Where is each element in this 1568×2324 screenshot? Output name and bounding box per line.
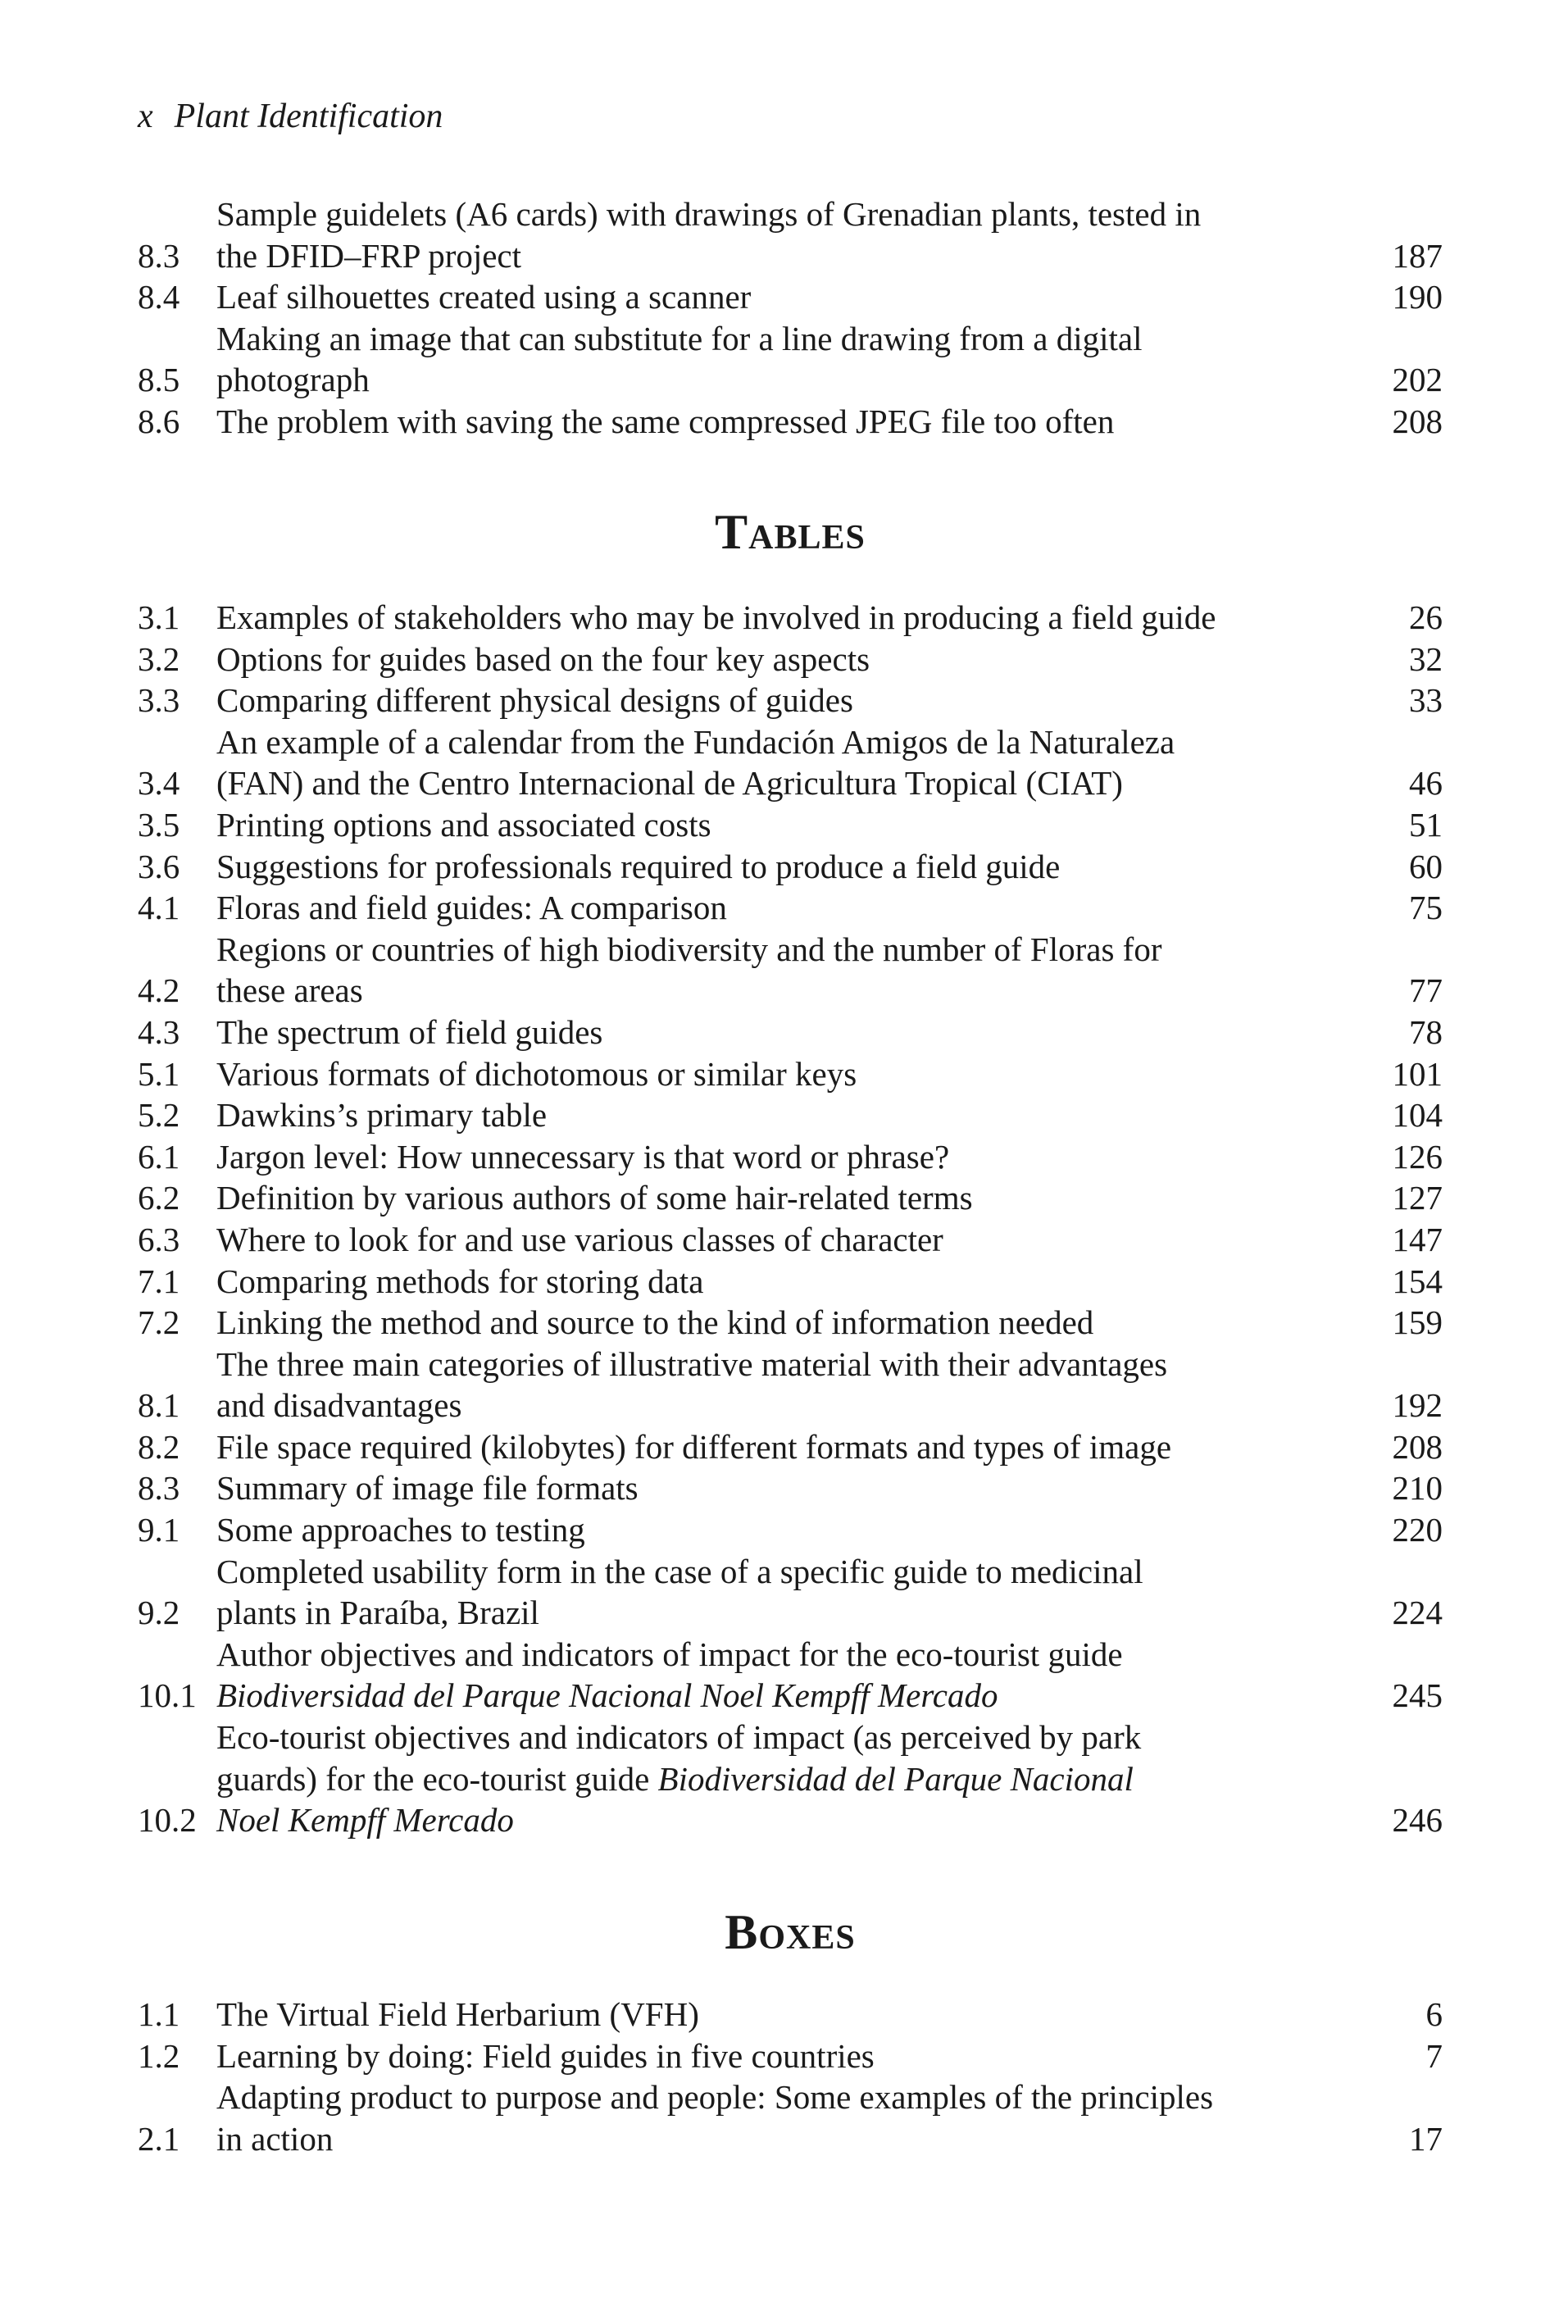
entry-title: Linking the method and source to the kind of information needed (216, 1303, 1094, 1342)
entry-title: Leaf silhouettes created using a scanner (216, 278, 752, 316)
entry-page: 127 (1392, 1179, 1443, 1217)
entry-page: 224 (1392, 1594, 1443, 1632)
entry-title: File space required (kilobytes) for different formats and types of image (216, 1427, 1172, 1466)
entry-page: 78 (1409, 1012, 1443, 1051)
entry-page: 208 (1392, 1427, 1443, 1466)
book-title: Plant Identification (174, 98, 443, 135)
entry-title: Printing options and associated costs (216, 805, 711, 844)
entry-page: 101 (1392, 1054, 1443, 1093)
entry-page: 210 (1392, 1469, 1443, 1508)
entry-number: 3.2 (138, 639, 180, 678)
table-entry-8-2[interactable] (138, 1426, 1443, 1468)
entry-page: 147 (1392, 1220, 1443, 1258)
tables-heading: Tables (715, 505, 866, 559)
entry-title: Jargon level: How unnecessary is that word or phrase? (216, 1137, 950, 1176)
table-entry-7-1[interactable] (138, 1261, 1443, 1303)
entry-number: 1.2 (138, 2036, 180, 2075)
box-entry-1-1[interactable] (138, 1994, 1443, 2035)
figure-entry-8-3[interactable] (138, 193, 1443, 276)
table-entry-3-3[interactable] (138, 680, 1443, 721)
entry-number: 5.2 (138, 1096, 180, 1135)
boxes-entries (138, 1994, 1443, 2159)
entry-number: 8.1 (138, 1386, 180, 1425)
table-entry-4-1[interactable] (138, 887, 1443, 929)
entry-number: 3.1 (138, 598, 180, 636)
entry-title: Where to look for and use various classes of character (216, 1220, 943, 1258)
entry-page: 220 (1392, 1511, 1443, 1549)
entry-page: 202 (1392, 361, 1443, 399)
entry-title: Completed usability form in the case of a specific guide to medicinal plants in Paraíba, Brazil (216, 1552, 1143, 1632)
entry-title: Suggestions for professionals required to produce a field guide (216, 847, 1061, 885)
entry-number: 6.1 (138, 1137, 180, 1176)
entry-number: 1.1 (138, 1995, 180, 2033)
entry-title: Dawkins’s primary table (216, 1096, 548, 1135)
entry-page: 104 (1392, 1096, 1443, 1135)
table-entry-6-2[interactable] (138, 1177, 1443, 1219)
entry-page: 77 (1409, 971, 1443, 1010)
entry-title: Making an image that can substitute for a line drawing from a digital photograph (216, 319, 1143, 399)
entry-title: An example of a calendar from the Fundación Amigos de la Naturaleza (FAN) and the Centro Internacional de Agricultura Tropical (CIAT) (216, 722, 1175, 803)
table-entry-3-5[interactable] (138, 804, 1443, 846)
entry-number: 8.3 (138, 1469, 180, 1508)
entry-page: 26 (1409, 598, 1443, 636)
figure-entry-8-5[interactable] (138, 318, 1443, 401)
figure-entry-8-4[interactable] (138, 276, 1443, 318)
table-entry-9-2[interactable] (138, 1551, 1443, 1634)
table-entry-3-2[interactable] (138, 639, 1443, 680)
entry-number: 3.5 (138, 805, 180, 844)
entry-number: 7.1 (138, 1262, 180, 1300)
entry-page: 126 (1392, 1137, 1443, 1176)
table-entry-7-2[interactable] (138, 1302, 1443, 1344)
entry-number: 8.2 (138, 1427, 180, 1466)
entry-number: 8.6 (138, 402, 180, 440)
entry-title: Regions or countries of high biodiversity and the number of Floras for these areas (216, 930, 1162, 1010)
entry-number: 4.1 (138, 889, 180, 927)
entry-number: 3.4 (138, 764, 180, 803)
table-entry-6-3[interactable] (138, 1219, 1443, 1261)
page-folio: x (138, 98, 153, 135)
table-entry-6-1[interactable] (138, 1136, 1443, 1178)
entry-number: 4.3 (138, 1012, 180, 1051)
entry-page: 7 (1425, 2036, 1443, 2075)
entry-number: 7.2 (138, 1303, 180, 1342)
table-entry-4-3[interactable] (138, 1012, 1443, 1053)
boxes-heading: Boxes (725, 1905, 856, 1959)
table-entry-3-4[interactable] (138, 721, 1443, 804)
entry-title: Comparing different physical designs of guides (216, 681, 853, 720)
entry-number: 8.4 (138, 278, 180, 316)
entry-page: 51 (1409, 805, 1443, 844)
entry-title: Sample guidelets (A6 cards) with drawings of Grenadian plants, tested in the DFID–FRP project (216, 195, 1202, 275)
entry-page: 245 (1392, 1676, 1443, 1715)
entry-number: 4.2 (138, 971, 180, 1010)
entry-page: 75 (1409, 889, 1443, 927)
entry-page: 187 (1392, 236, 1443, 275)
table-entry-8-1[interactable] (138, 1344, 1443, 1426)
entry-page: 192 (1392, 1386, 1443, 1425)
entry-title: Floras and field guides: A comparison (216, 889, 727, 927)
entry-page: 17 (1409, 2119, 1443, 2158)
entry-page: 46 (1409, 764, 1443, 803)
entry-number: 3.3 (138, 681, 180, 720)
entry-title: Options for guides based on the four key aspects (216, 639, 870, 678)
tables-entries (138, 597, 1443, 1841)
figure-entry-8-6[interactable] (138, 401, 1443, 443)
entry-page: 190 (1392, 278, 1443, 316)
table-entry-10-2[interactable] (138, 1717, 1443, 1841)
entry-page: 246 (1392, 1801, 1443, 1840)
table-entry-5-1[interactable] (138, 1053, 1443, 1095)
table-entry-9-1[interactable] (138, 1509, 1443, 1551)
table-entry-3-1[interactable] (138, 597, 1443, 639)
entry-title: Adapting product to purpose and people: Some examples of the principles in action (216, 2078, 1214, 2158)
entry-title: The three main categories of illustrative material with their advantages and disadvantages (216, 1344, 1168, 1425)
table-entry-8-3[interactable] (138, 1467, 1443, 1509)
entry-page: 32 (1409, 639, 1443, 678)
entry-title: Various formats of dichotomous or similar keys (216, 1054, 857, 1093)
entry-title: The spectrum of field guides (216, 1012, 603, 1051)
entry-page: 208 (1392, 402, 1443, 440)
entry-number: 10.1 (138, 1676, 197, 1715)
table-entry-3-6[interactable] (138, 846, 1443, 888)
entry-number: 2.1 (138, 2119, 180, 2158)
entry-title: Eco-tourist objectives and indicators of impact (as perceived by park guards) for the eco-tourist guide Biodiversidad del Parque Nacional Noel Kempff Mercado (216, 1718, 1142, 1840)
entry-number: 10.2 (138, 1801, 197, 1840)
entry-number: 8.3 (138, 236, 180, 275)
entry-number: 5.1 (138, 1054, 180, 1093)
entry-title: Author objectives and indicators of impact for the eco-tourist guide Biodiversidad del Parque Nacional Noel Kempff Mercado (216, 1635, 1123, 1715)
box-entry-1-2[interactable] (138, 2035, 1443, 2077)
table-entry-5-2[interactable] (138, 1094, 1443, 1136)
entry-number: 6.3 (138, 1220, 180, 1258)
entry-title: The Virtual Field Herbarium (VFH) (216, 1995, 699, 2033)
entry-page: 154 (1392, 1262, 1443, 1300)
running-head (138, 92, 443, 141)
box-entry-2-1[interactable] (138, 2076, 1443, 2159)
entry-number: 9.2 (138, 1594, 180, 1632)
entry-title: The problem with saving the same compressed JPEG file too often (216, 402, 1115, 440)
figures-entries (138, 193, 1443, 443)
entry-title: Learning by doing: Field guides in five countries (216, 2036, 875, 2075)
entry-title: Definition by various authors of some hair-related terms (216, 1179, 973, 1217)
table-entry-4-2[interactable] (138, 929, 1443, 1012)
entry-page: 6 (1425, 1995, 1443, 2033)
entry-number: 9.1 (138, 1511, 180, 1549)
entry-page: 60 (1409, 847, 1443, 885)
entry-number: 6.2 (138, 1179, 180, 1217)
entry-page: 33 (1409, 681, 1443, 720)
entry-title: Comparing methods for storing data (216, 1262, 704, 1300)
entry-title: Some approaches to testing (216, 1511, 585, 1549)
entry-number: 8.5 (138, 361, 180, 399)
table-entry-10-1[interactable] (138, 1634, 1443, 1717)
entry-title: Examples of stakeholders who may be involved in producing a field guide (216, 598, 1216, 636)
entry-page: 159 (1392, 1303, 1443, 1342)
entry-title: Summary of image file formats (216, 1469, 639, 1508)
entry-number: 3.6 (138, 847, 180, 885)
